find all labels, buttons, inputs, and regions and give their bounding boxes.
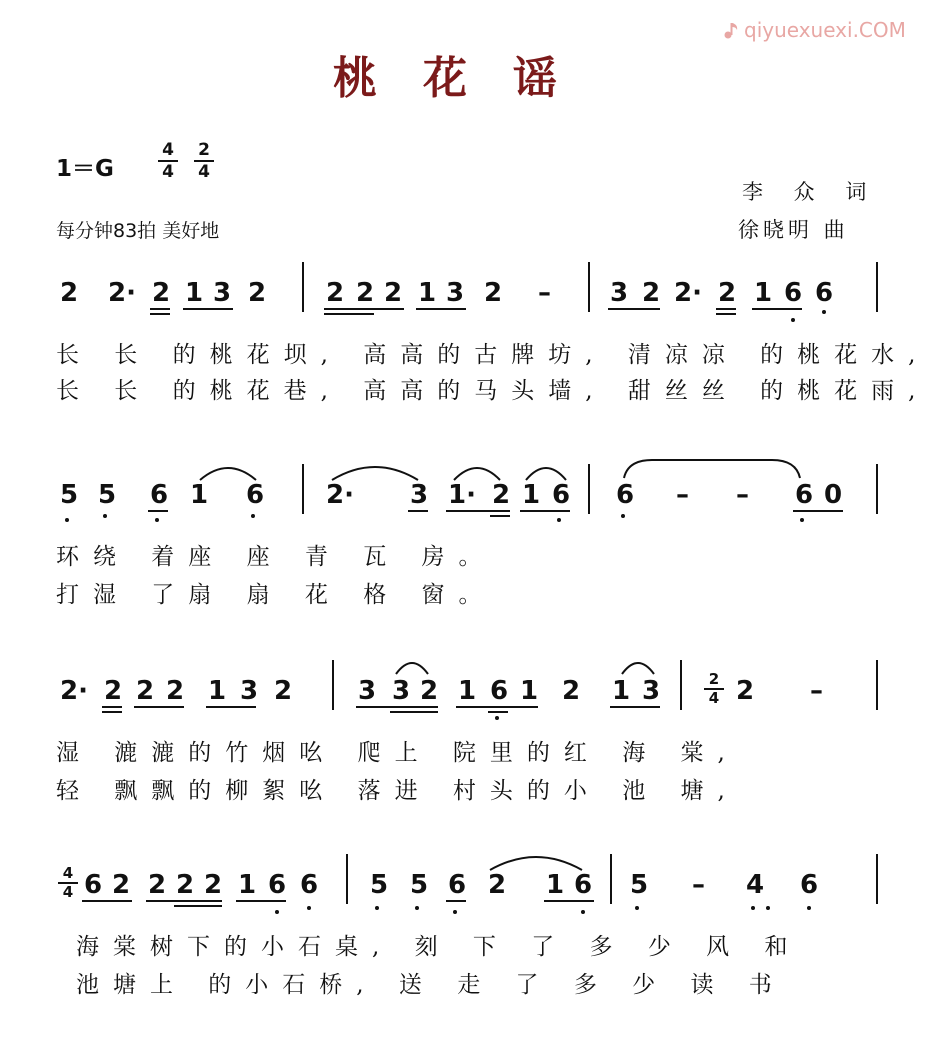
- note: 2: [204, 870, 223, 900]
- underline: [146, 900, 222, 902]
- note: 2: [148, 870, 167, 900]
- underline: [206, 706, 256, 708]
- note: 2: [248, 278, 267, 308]
- underline: [408, 510, 428, 512]
- composer-credit: 徐晓明 曲: [738, 218, 849, 242]
- note: 2: [152, 278, 171, 308]
- low-octave-dot: [453, 910, 457, 914]
- note: 2: [326, 278, 345, 308]
- note: 2: [104, 676, 123, 706]
- low-octave-dot: [251, 514, 255, 518]
- underline: [324, 313, 374, 315]
- note: 5: [370, 870, 389, 900]
- note: 2: [642, 278, 661, 308]
- underline: [102, 706, 122, 708]
- note: 2·: [326, 480, 354, 510]
- time-signature-2-4: [194, 141, 214, 181]
- site-watermark: [722, 18, 906, 42]
- note: 3: [213, 278, 232, 308]
- low-octave-dot: [307, 906, 311, 910]
- underline: [446, 900, 466, 902]
- note: 1: [185, 278, 204, 308]
- note: 2: [60, 278, 79, 308]
- note: 2: [384, 278, 403, 308]
- note: 1: [238, 870, 257, 900]
- low-octave-dot: [807, 906, 811, 910]
- low-octave-dot: [621, 514, 625, 518]
- note: –: [538, 278, 551, 308]
- note: 3: [240, 676, 259, 706]
- note: 3: [610, 278, 629, 308]
- time-top: 4: [62, 864, 74, 882]
- note: 2: [420, 676, 439, 706]
- note: 2: [492, 480, 511, 510]
- underline: [82, 900, 132, 902]
- lyric-verse-1: 长 长 的桃花坝, 高高的古牌坊, 清凉凉 的桃花水,: [56, 342, 930, 368]
- note: 6: [300, 870, 319, 900]
- barline: [876, 262, 878, 312]
- low-octave-dot: [65, 518, 69, 522]
- low-octave-dot: [495, 716, 499, 720]
- low-octave-dot: [275, 910, 279, 914]
- barline: [302, 464, 304, 514]
- song-title: 桃花谣: [333, 53, 603, 104]
- time-bottom: 4: [62, 883, 74, 901]
- note: 3: [410, 480, 429, 510]
- note: 6: [448, 870, 467, 900]
- low-octave-dot: [822, 310, 826, 314]
- note: 5: [410, 870, 429, 900]
- time-top: 2: [708, 670, 720, 688]
- note: 1: [612, 676, 631, 706]
- low-octave-dot: [415, 906, 419, 910]
- underline: [148, 510, 168, 512]
- note: –: [692, 870, 705, 900]
- time-signature-4-4: [158, 141, 178, 181]
- underline: [150, 308, 170, 310]
- note: 4: [746, 870, 765, 900]
- underline: [716, 313, 736, 315]
- barline: [302, 262, 304, 312]
- note: –: [676, 480, 689, 510]
- note: 2: [356, 278, 375, 308]
- lyric-verse-1: 海棠树下的小石桌, 刻 下 了 多 少 风 和: [76, 934, 802, 960]
- note: 6: [552, 480, 571, 510]
- underline: [150, 313, 170, 315]
- underline: [456, 706, 538, 708]
- low-octave-dot: [375, 906, 379, 910]
- time-bottom: 4: [162, 162, 174, 182]
- note: 3: [642, 676, 661, 706]
- underline: [324, 308, 404, 310]
- underline: [134, 706, 184, 708]
- barline: [332, 660, 334, 710]
- underline: [356, 706, 438, 708]
- time-top: 2: [198, 140, 210, 160]
- note: 2: [488, 870, 507, 900]
- underline: [183, 308, 233, 310]
- lyric-verse-1: 环绕 着座 座 青 瓦 房。: [56, 544, 496, 570]
- note: 1: [520, 676, 539, 706]
- low-octave-dot: [557, 518, 561, 522]
- note: 2: [176, 870, 195, 900]
- lyric-verse-1: 湿 漉漉的竹烟吆 爬上 院里的红 海 棠,: [56, 740, 739, 766]
- low-octave-dot: [581, 910, 585, 914]
- lyric-verse-2: 打湿 了扇 扇 花 格 窗。: [56, 582, 496, 608]
- note: 3: [392, 676, 411, 706]
- note: 6: [616, 480, 635, 510]
- underline: [236, 900, 286, 902]
- note: 6: [150, 480, 169, 510]
- note: 1: [208, 676, 227, 706]
- note: 6: [490, 676, 509, 706]
- note: 6: [800, 870, 819, 900]
- note: 3: [446, 278, 465, 308]
- low-octave-dot: [791, 318, 795, 322]
- time-signature-change: [704, 672, 724, 706]
- underline: [102, 711, 122, 713]
- lyric-verse-2: 轻 飘飘的柳絮吆 落进 村头的小 池 塘,: [56, 778, 739, 804]
- barline: [876, 854, 878, 904]
- underline: [488, 711, 508, 713]
- note: 5: [630, 870, 649, 900]
- low-octave-dot: [103, 514, 107, 518]
- note: 6: [268, 870, 287, 900]
- note: 5: [60, 480, 79, 510]
- tie: [622, 456, 802, 480]
- note: 1: [190, 480, 209, 510]
- low-octave-dot: [751, 906, 755, 910]
- note: 2·: [60, 676, 88, 706]
- time-bottom: 4: [708, 689, 720, 707]
- note: 2: [166, 676, 185, 706]
- note: 2: [274, 676, 293, 706]
- underline: [608, 308, 660, 310]
- watermark-text: qiyuexuexi.COM: [744, 18, 906, 42]
- note: 6: [574, 870, 593, 900]
- low-octave-dot: [635, 906, 639, 910]
- note: 2·: [674, 278, 702, 308]
- note: 1: [522, 480, 541, 510]
- slur: [452, 462, 502, 482]
- barline: [876, 464, 878, 514]
- underline: [416, 308, 466, 310]
- slur: [330, 462, 420, 482]
- slur: [524, 462, 568, 482]
- note: 2: [484, 278, 503, 308]
- lyricist-credit: 李 众 词: [742, 180, 879, 204]
- tempo-marking: 每分钟83拍 美好地: [56, 220, 220, 242]
- note: –: [810, 676, 823, 706]
- note: 6: [784, 278, 803, 308]
- underline: [174, 905, 222, 907]
- note: 6: [84, 870, 103, 900]
- note: 2: [736, 676, 755, 706]
- music-note-icon: [722, 20, 742, 40]
- note: 3: [358, 676, 377, 706]
- underline: [446, 510, 510, 512]
- lyric-verse-2: 长 长 的桃花巷, 高高的马头墙, 甜丝丝 的桃花雨,: [56, 378, 930, 404]
- barline: [876, 660, 878, 710]
- time-top: 4: [162, 140, 174, 160]
- note: 1·: [448, 480, 476, 510]
- note: 6: [246, 480, 265, 510]
- note: 2: [136, 676, 155, 706]
- note: 5: [98, 480, 117, 510]
- note: 2: [718, 278, 737, 308]
- slur: [198, 462, 258, 482]
- barline: [588, 464, 590, 514]
- underline: [793, 510, 843, 512]
- low-octave-dot: [766, 906, 770, 910]
- underline: [544, 900, 594, 902]
- underline: [752, 308, 802, 310]
- note: 2: [562, 676, 581, 706]
- underline: [390, 711, 438, 713]
- low-octave-dot: [155, 518, 159, 522]
- lyric-verse-2: 池塘上 的小石桥, 送 走 了 多 少 读 书: [76, 972, 786, 998]
- note: 2·: [108, 278, 136, 308]
- barline: [588, 262, 590, 312]
- barline: [680, 660, 682, 710]
- note: 0: [824, 480, 843, 510]
- barline: [610, 854, 612, 904]
- slur: [488, 852, 584, 872]
- underline: [520, 510, 570, 512]
- slur: [394, 658, 430, 676]
- note: 2: [112, 870, 131, 900]
- note: 6: [815, 278, 834, 308]
- low-octave-dot: [800, 518, 804, 522]
- note: –: [736, 480, 749, 510]
- slur: [620, 658, 656, 676]
- underline: [716, 308, 736, 310]
- key-signature: 1＝G: [56, 156, 114, 182]
- note: 1: [418, 278, 437, 308]
- underline: [490, 515, 510, 517]
- barline: [346, 854, 348, 904]
- underline: [610, 706, 660, 708]
- note: 1: [458, 676, 477, 706]
- time-signature-change: [58, 866, 78, 900]
- note: 1: [754, 278, 773, 308]
- note: 6: [795, 480, 814, 510]
- note: 1: [546, 870, 565, 900]
- time-bottom: 4: [198, 162, 210, 182]
